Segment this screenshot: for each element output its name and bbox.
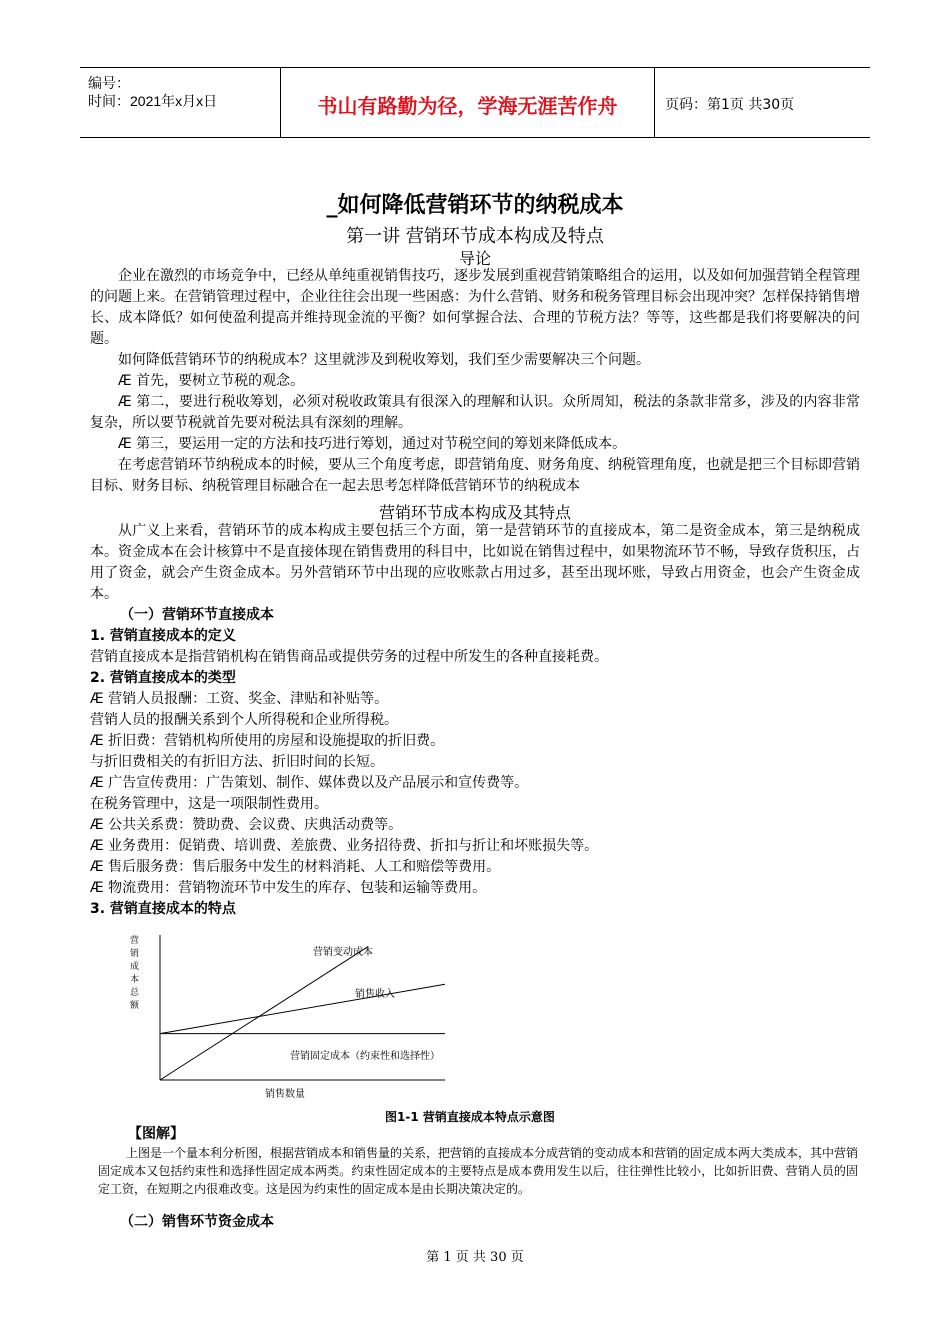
type-item: Æ 公共关系费：赞助费、会议费、庆典活动费等。 [90, 815, 860, 836]
y-axis-label-char: 额 [130, 1001, 140, 1011]
number-label: 编号： [88, 75, 130, 91]
intro-section [90, 266, 860, 497]
y-axis-label-char: 销 [130, 949, 140, 959]
diagram-heading: 【图解】 [128, 1126, 184, 1142]
types-heading: 2. 营销直接成本的类型 [90, 670, 236, 686]
section-heading: 营销环节成本构成及其特点 [378, 503, 571, 522]
type-item: Æ 物流费用：营销物流环节中发生的库存、包装和运输等费用。 [90, 878, 860, 899]
type-note: 营销人员的报酬关系到个人所得税和企业所得税。 [90, 712, 398, 728]
type-note: 在税务管理中，这是一项限制性费用。 [90, 796, 328, 812]
time-label: 时间：2021年x月x日 [88, 93, 218, 109]
cost-section [90, 521, 860, 920]
definition-heading: 1. 营销直接成本的定义 [90, 628, 236, 644]
diagram-heading-wrap [128, 1124, 428, 1145]
intro-bullet: Æ 首先，要树立节税的观念。 [90, 371, 860, 392]
intro-bullet: Æ 第二，要进行税收筹划，必须对税收政策具有很深入的理解和认识。众所周知，税法的条款非常多，涉及的内容非常复杂，所以要节税就首先要对税法具有深刻的理解。 [90, 392, 860, 434]
header-motto: 书山有路勤为径，学海无涯苦作舟 [281, 68, 655, 137]
features-heading: 3. 营销直接成本的特点 [90, 901, 236, 917]
page-footer: 第 1 页 共 30 页 [426, 1250, 524, 1265]
intro-paragraph: 如何降低营销环节的纳税成本？这里就涉及到税收筹划，我们至少需要解决三个问题。 [118, 352, 650, 368]
y-axis-label-char: 营 [130, 936, 140, 946]
intro-heading: 导论 [458, 249, 491, 268]
type-item: Æ 广告宣传费用：广告策划、制作、媒体费以及产品展示和宣传费等。 [90, 773, 860, 794]
lecture-subtitle: 第一讲 营销环节成本构成及特点 [346, 226, 604, 247]
y-axis-label-char: 成 [130, 962, 140, 972]
y-axis-label-char: 本 [130, 975, 140, 985]
definition-text: 营销直接成本是指营销机构在销售商品或提供劳务的过程中所发生的各种直接耗费。 [90, 649, 608, 665]
revenue-line [160, 984, 445, 1033]
intro-conclusion: 在考虑营销环节纳税成本的时候，要从三个角度考虑，即营销角度、财务角度、纳税管理角度，也就是把三个目标即营销目标、财务目标、纳税管理目标融合在一起去思考怎样降低营销环节的纳税成本 [90, 457, 860, 494]
type-item: Æ 业务费用：促销费、培训费、差旅费、业务招待费、折扣与折让和坏账损失等。 [90, 836, 860, 857]
type-note: 与折旧费相关的有折旧方法、折旧时间的长短。 [90, 754, 384, 770]
intro-bullet: Æ 第三，要运用一定的方法和技巧进行筹划，通过对节税空间的筹划来降低成本。 [90, 434, 860, 455]
header-page-info: 页码：第1页 共30页 [665, 96, 795, 113]
intro-paragraph: 企业在激烈的市场竞争中，已经从单纯重视销售技巧，逐步发展到重视营销策略组合的运用，以及如何加强营销全程管理的问题上来。在营销管理过程中，企业往往会出现一些困惑：为什么营销、财务和税务管理目标会出现冲突？怎样保持销售增长、成本降低？如何使盈利提高并维持现金流的平衡？如何掌握合法、合理的节税方法？等等，这些都是我们将要解决的问题。 [90, 268, 860, 347]
section-intro: 从广义上来看，营销环节的成本构成主要包括三个方面，第一是营销环节的直接成本，第二是资金成本，第三是纳税成本。资金成本在会计核算中不是直接体现在销售费用的科目中，比如说在销售过程中，如果物流环节不畅，导致存货积压，占用了资金，就会产生资金成本。另外营销环节中出现的应收账款占用过多，甚至出现坏账，导致占用资金，也会产生资金成本。 [90, 523, 860, 602]
figure-caption: 图1-1 营销直接成本特点示意图 [385, 1110, 555, 1124]
revenue-label: 销售收入 [355, 989, 395, 1000]
part2-wrap [120, 1212, 890, 1233]
fixed-cost-label: 营销固定成本（约束性和选择性） [290, 1051, 440, 1062]
diagram-text: 上图是一个量本利分析图，根据营销成本和销售量的关系，把营销的直接成本分成营销的变动成本和营销的固定成本两大类成本，其中营销固定成本又包括约束性和选择性固定成本两类。约束性固定成本的主要特点是成本费用发生以后，往往弹性比较小，比如折旧费、营销人员的固定工资，在短期之内很难改变。这是因为约束性的固定成本是由长期决策决定的。 [98, 1146, 859, 1196]
type-item: Æ 折旧费：营销机构所使用的房屋和设施提取的折旧费。 [90, 731, 860, 752]
type-item: Æ 售后服务费：售后服务中发生的材料消耗、人工和赔偿等费用。 [90, 857, 860, 878]
diagram-explanation [98, 1144, 858, 1198]
type-item: Æ 营销人员报酬：工资、奖金、津贴和补贴等。 [90, 689, 860, 710]
page-header [80, 67, 870, 138]
y-axis-label-char: 总 [130, 988, 140, 998]
y-axis-label [130, 934, 140, 1011]
page-title: _如何降低营销环节的纳税成本 [326, 193, 624, 218]
x-axis-label: 销售数量 [265, 1089, 305, 1100]
part2-heading: （二）销售环节资金成本 [120, 1214, 274, 1230]
variable-cost-label: 营销变动成本 [313, 947, 373, 958]
part1-heading: （一）营销环节直接成本 [120, 607, 274, 623]
header-meta [80, 68, 281, 137]
cost-volume-chart [115, 925, 535, 1110]
